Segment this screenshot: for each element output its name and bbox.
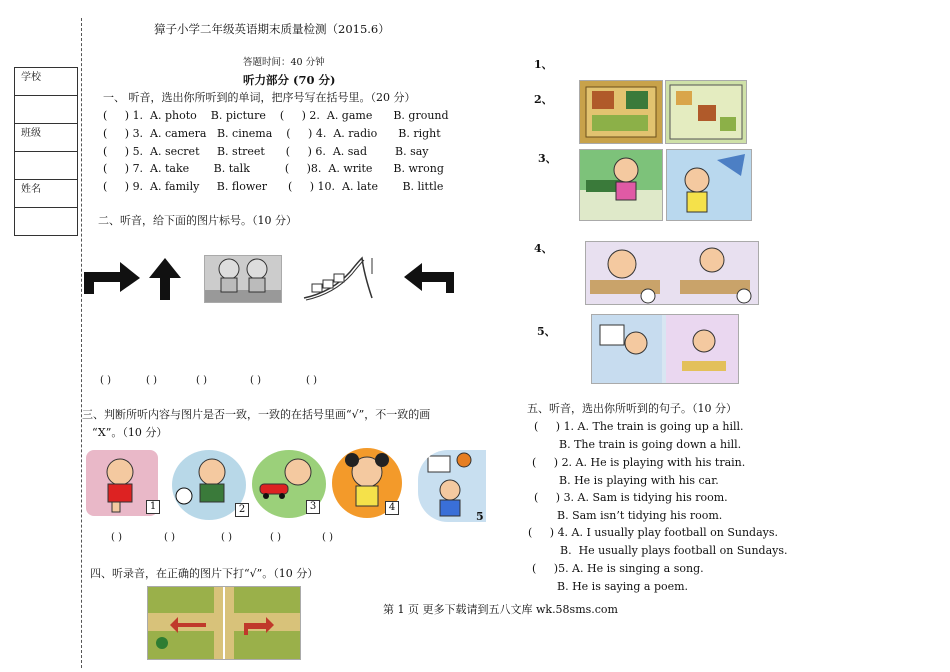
crossroads-picture: [147, 586, 301, 660]
part5-item-2-a[interactable]: ( ) 2. A. He is playing with his train.: [532, 456, 746, 469]
part2-blank-2[interactable]: ( ): [146, 375, 157, 386]
school-field[interactable]: [15, 96, 78, 124]
map-picture-b: [665, 80, 747, 144]
part4-number-1: 1、: [534, 58, 553, 71]
class-field[interactable]: [15, 152, 78, 180]
binding-line: [81, 18, 82, 668]
page-footer: 第 1 页 更多下载请到五八文库 wk.58sms.com: [383, 603, 618, 616]
class-label: 班级: [15, 124, 78, 152]
part2-blank-3[interactable]: ( ): [196, 375, 207, 386]
part1-row-1[interactable]: ( ) 1. A. photo B. picture ( ) 2. A. game B. ground: [103, 109, 449, 122]
children-desk-picture: [585, 241, 759, 305]
train-hill-icon: [302, 254, 378, 302]
part1-row-2[interactable]: ( ) 3. A. camera B. cinema ( ) 4. A. radio B. right: [103, 127, 441, 140]
boy-wind-picture: [666, 149, 752, 221]
part3-label-4: 4: [385, 501, 399, 515]
part1-row-4[interactable]: ( ) 7. A. take B. talk ( )8. A. write B. wrong: [103, 162, 444, 175]
part3-blank-3[interactable]: ( ): [221, 532, 232, 543]
girl-bench-picture: [579, 149, 663, 221]
turn-left-arrow-icon: [402, 261, 456, 295]
map-b-icon: [666, 81, 746, 143]
part5-item-3-a[interactable]: ( ) 3. A. Sam is tidying his room.: [534, 491, 728, 504]
crossroads-icon: [148, 587, 300, 659]
map-a-icon: [580, 81, 662, 143]
part5-item-4-b: B. He usually plays football on Sundays.: [560, 544, 788, 557]
part1-row-3[interactable]: ( ) 5. A. secret B. street ( ) 6. A. sad B. say: [103, 145, 429, 158]
part5-item-4-a[interactable]: ( ) 4. A. I usually play football on Sundays.: [528, 526, 779, 539]
part3-instruction-line2: “X”。（10 分）: [92, 426, 168, 439]
girl-bench-icon: [580, 150, 662, 220]
part3-blank-2[interactable]: ( ): [164, 532, 175, 543]
part4-number-5: 5、: [537, 325, 556, 338]
student-info-table: [14, 67, 78, 236]
part5-item-1-b: B. The train is going down a hill.: [559, 438, 742, 451]
part5-item-1-a[interactable]: ( ) 1. A. The train is going up a hill.: [534, 420, 744, 433]
part4-number-2: 2、: [534, 93, 553, 106]
map-picture-a: [579, 80, 663, 144]
part4-number-4: 4、: [534, 242, 553, 255]
part3-blank-4[interactable]: ( ): [270, 532, 281, 543]
part2-instruction: 二、听音，给下面的图片标号。（10 分）: [98, 214, 297, 227]
name-field[interactable]: [15, 208, 78, 236]
school-label: 学校: [15, 68, 78, 96]
part3-blank-5[interactable]: ( ): [322, 532, 333, 543]
part5-instruction: 五、听音，选出你所听到的句子。（10 分）: [527, 402, 737, 415]
part3-instruction-line1: 三、判断所听内容与图片是否一致，一致的在括号里画“√”，不一致的画: [82, 408, 431, 421]
part3-label-3: 3: [306, 500, 320, 514]
turn-right-arrow-icon: [82, 258, 142, 298]
part4-instruction: 四、听录音，在正确的图片下打“√”。（10 分）: [90, 567, 319, 580]
part2-blank-4[interactable]: ( ): [250, 375, 261, 386]
part3-label-5: 5: [476, 510, 484, 523]
name-label: 姓名: [15, 180, 78, 208]
part3-blank-1[interactable]: ( ): [111, 532, 122, 543]
part5-item-5-b: B. He is saying a poem.: [557, 580, 689, 593]
go-straight-arrow-icon: [146, 256, 184, 302]
boy-drawing-picture: [591, 314, 739, 384]
part1-instruction: 一、 听音，选出你所听到的单词，把序号写在括号里。（20 分）: [103, 91, 416, 104]
exam-title: 獐子小学二年级英语期末质量检测（2015.6）: [154, 22, 390, 36]
children-icon: [205, 256, 281, 302]
part3-label-1: 1: [146, 500, 160, 514]
part5-item-2-b: B. He is playing with his car.: [559, 474, 719, 487]
part2-blank-1[interactable]: ( ): [100, 375, 111, 386]
part4-number-3: 3、: [538, 152, 557, 165]
part3-label-2: 2: [235, 503, 249, 517]
section-heading: 听力部分 (70 分): [243, 73, 336, 87]
children-desk-icon: [586, 242, 758, 304]
boy-wind-icon: [667, 150, 751, 220]
part5-item-5-a[interactable]: ( )5. A. He is singing a song.: [532, 562, 704, 575]
exam-time: 答题时间：40 分钟: [243, 57, 325, 68]
part5-item-3-b: B. Sam isn’t tidying his room.: [557, 509, 723, 522]
part1-row-5[interactable]: ( ) 9. A. family B. flower ( ) 10. A. late B. little: [103, 180, 444, 193]
boy-drawing-icon: [592, 315, 738, 383]
part2-blank-5[interactable]: ( ): [306, 375, 317, 386]
children-picture: [204, 255, 282, 303]
